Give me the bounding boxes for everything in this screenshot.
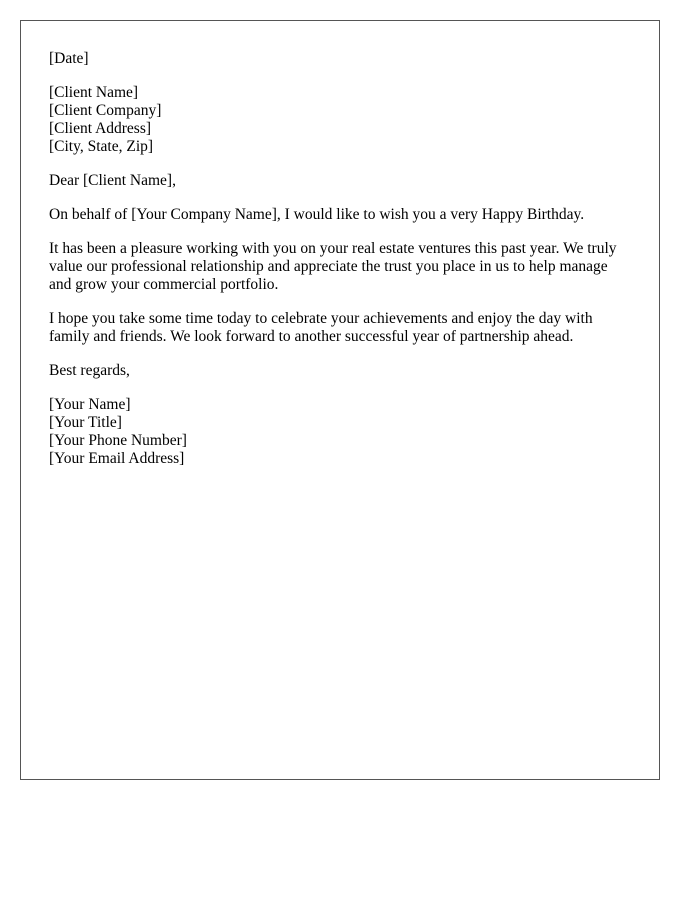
letter-body [49, 50, 629, 484]
letter-date: [Date] [49, 50, 89, 67]
signature-email: [Your Email Address] [49, 450, 185, 467]
salutation: Dear [Client Name], [49, 172, 176, 189]
closing-block [49, 362, 629, 380]
signature-block [49, 396, 629, 468]
signature-title: [Your Title] [49, 414, 122, 431]
signature-name: [Your Name] [49, 396, 131, 413]
recipient-address: [Client Address] [49, 120, 152, 137]
recipient-name: [Client Name] [49, 84, 139, 101]
recipient-company: [Client Company] [49, 102, 162, 119]
closing: Best regards, [49, 362, 130, 379]
date-block [49, 50, 629, 68]
body-paragraph-3: I hope you take some time today to celebrate your achievements and enjoy the day with family and friends. We look forward to another successful year of partnership ahead. [49, 310, 593, 345]
recipient-address-block [49, 84, 629, 156]
body-paragraph-1: On behalf of [Your Company Name], I would like to wish you a very Happy Birthday. [49, 206, 585, 223]
signature-phone: [Your Phone Number] [49, 432, 187, 449]
salutation-block [49, 172, 629, 190]
letter-page [20, 20, 660, 780]
recipient-city-state-zip: [City, State, Zip] [49, 138, 154, 155]
body-paragraph-2: It has been a pleasure working with you on your real estate ventures this past year. We truly value our professional relationship and appreciate the trust you place in us to help manage and grow your commercial portfolio. [49, 240, 617, 293]
